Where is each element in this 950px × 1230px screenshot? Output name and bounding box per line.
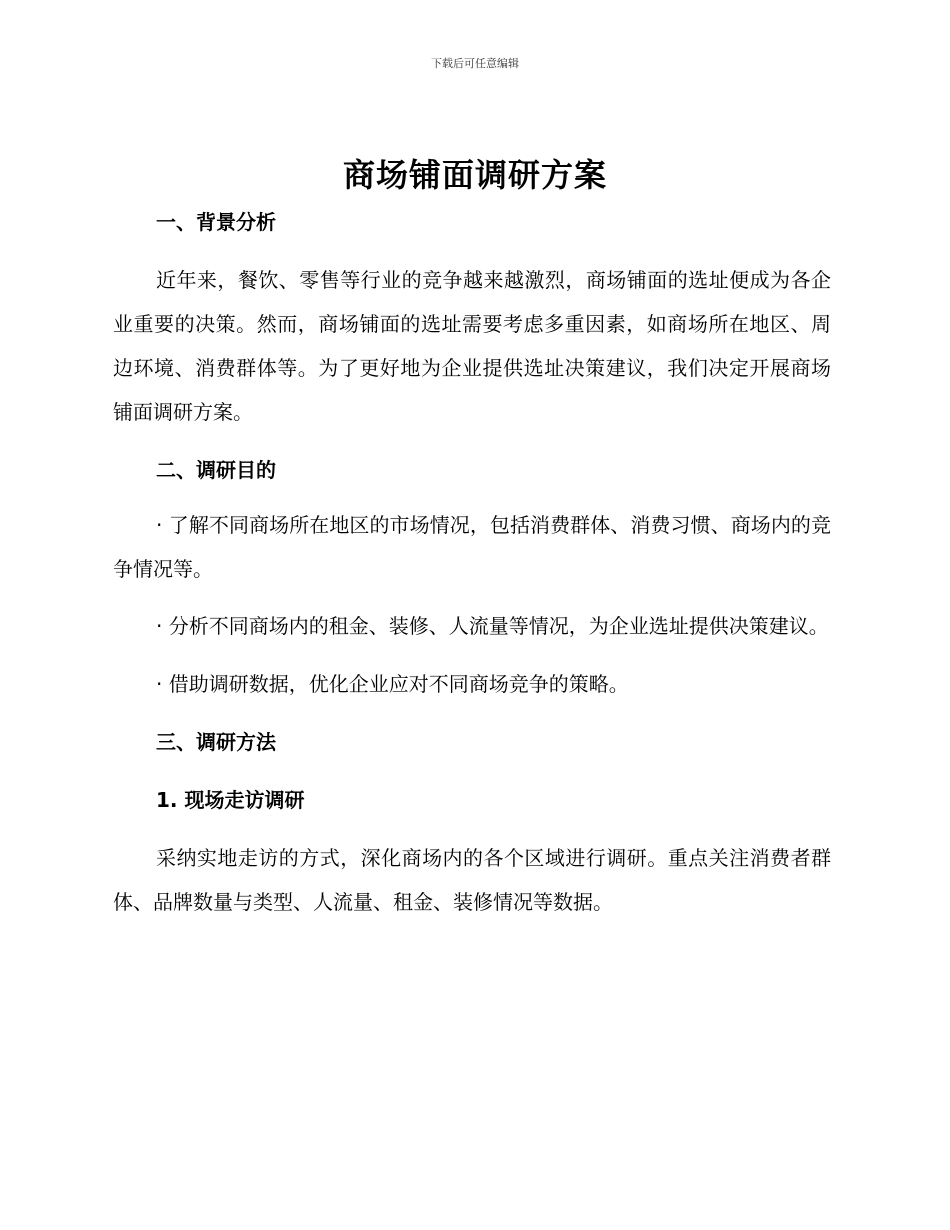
header-note: 下载后可任意编辑: [431, 57, 519, 70]
document-body: [113, 206, 831, 924]
section-heading-background: 一、背景分析: [156, 210, 276, 234]
method-subheading-site-visit: 1. 现场走访调研: [156, 788, 305, 812]
document-title: 商场铺面调研方案: [342, 156, 607, 194]
background-paragraph: 近年来，餐饮、零售等行业的竞争越来越激烈，商场铺面的选址便成为各企业重要的决策。然而，商场铺面的选址需要考虑多重因素，如商场所在地区、周边环境、消费群体等。为了更好地为企业提供选址决策建议，我们决定开展商场铺面调研方案。: [113, 268, 831, 424]
goal-bullet-3: · 借助调研数据，优化企业应对不同商场竞争的策略。: [156, 672, 629, 696]
section-heading-methods: 三、调研方法: [156, 730, 276, 754]
section-heading-goals: 二、调研目的: [156, 458, 276, 482]
goal-bullet-2: · 分析不同商场内的租金、装修、人流量等情况，为企业选址提供决策建议。: [156, 614, 829, 638]
methods-paragraph: 采纳实地走访的方式，深化商场内的各个区域进行调研。重点关注消费者群体、品牌数量与类型、人流量、租金、装修情况等数据。: [113, 846, 831, 914]
goal-bullet-1: · 了解不同商场所在地区的市场情况，包括消费群体、消费习惯、商场内的竞争情况等。: [113, 513, 831, 581]
